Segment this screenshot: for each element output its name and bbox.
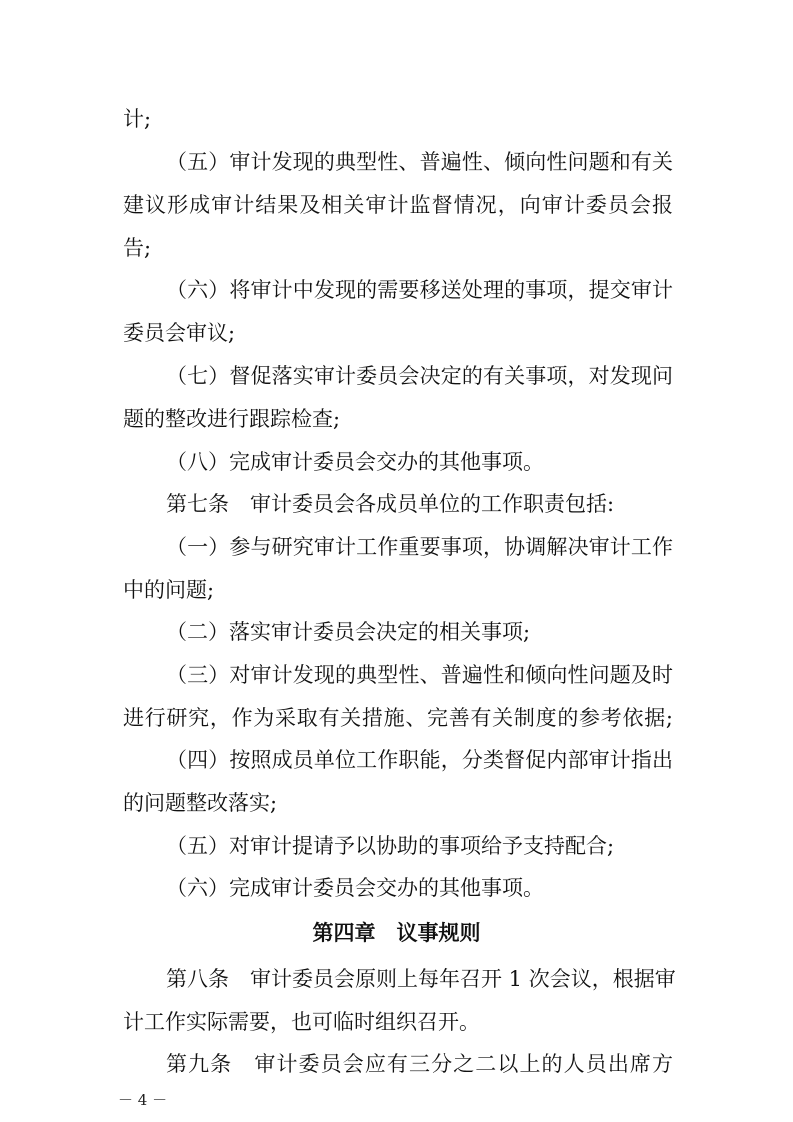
text-line-19: （六）完成审计委员会交办的其他事项。	[166, 876, 544, 900]
article-seven-heading: 第七条 审计委员会各成员单位的工作职责包括:	[166, 492, 615, 516]
text-line-1: 计;	[123, 107, 152, 131]
text-line-2: （五）审计发现的典型性、普遍性、倾向性问题和有关	[166, 150, 673, 174]
page-number: － 4 －	[118, 1091, 168, 1109]
text-line-5: （六）将审计中发现的需要移送处理的事项，提交审计	[166, 278, 673, 302]
text-line-15: 进行研究，作为采取有关措施、完善有关制度的参考依据;	[123, 706, 673, 730]
text-line-14: （三）对审计发现的典型性、普遍性和倾向性问题及时	[166, 663, 673, 687]
text-line-18: （五）对审计提请予以协助的事项给予支持配合;	[166, 834, 615, 858]
text-line-12: 中的问题;	[123, 578, 215, 602]
text-line-13: （二）落实审计委员会决定的相关事项;	[166, 620, 531, 644]
text-line-6: 委员会审议;	[123, 321, 236, 345]
chapter-title: 第四章 议事规则	[312, 921, 481, 945]
text-line-11: （一）参与研究审计工作重要事项，协调解决审计工作	[166, 535, 673, 559]
text-line-7: （七）督促落实审计委员会决定的有关事项，对发现问	[166, 364, 673, 388]
article-nine-line: 第九条 审计委员会应有三分之二以上的人员出席方	[166, 1052, 673, 1076]
text-line-16: （四）按照成员单位工作职能，分类督促内部审计指出	[166, 748, 673, 772]
text-line-17: 的问题整改落实;	[123, 791, 278, 815]
text-line-8: 题的整改进行跟踪检查;	[123, 407, 341, 431]
article-eight-continuation: 计工作实际需要，也可临时组织召开。	[123, 1010, 480, 1034]
article-eight-line: 第八条 审计委员会原则上每年召开 1 次会议，根据审	[166, 967, 676, 991]
text-line-3: 建议形成审计结果及相关审计监督情况，向审计委员会报	[123, 193, 673, 217]
text-line-4: 告;	[123, 236, 152, 260]
text-line-9: （八）完成审计委员会交办的其他事项。	[166, 450, 544, 474]
